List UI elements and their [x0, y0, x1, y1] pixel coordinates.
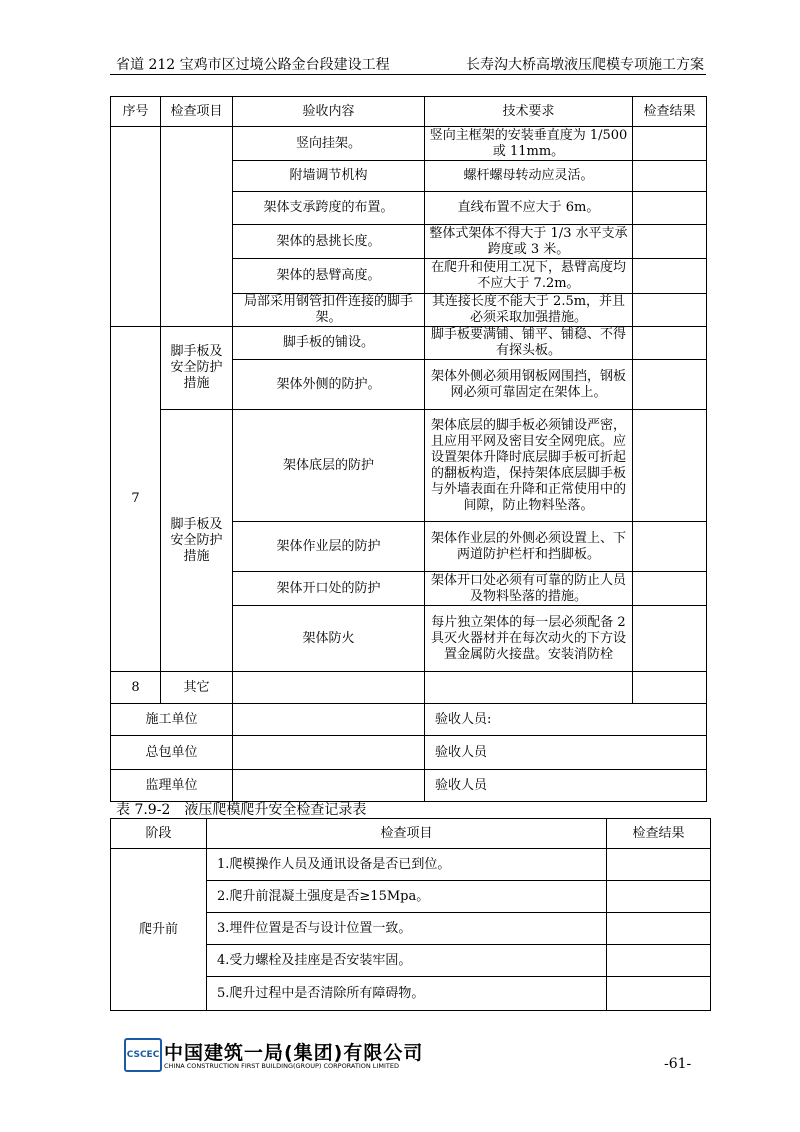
req-cell: 架体外侧必须用钢板网围挡，钢板网必须可靠固定在架体上。 — [425, 360, 633, 410]
col-header-content: 验收内容 — [233, 97, 425, 127]
check-item: 4.受力螺栓及挂座是否安装牢固。 — [207, 945, 607, 977]
req-cell — [425, 672, 633, 704]
col-header-item: 检查项目 — [161, 97, 233, 127]
result-cell — [633, 410, 707, 522]
table-row — [111, 849, 711, 881]
seq-cell: 7 — [111, 327, 161, 672]
sign-row — [111, 736, 707, 770]
result-cell — [607, 849, 711, 881]
table-row — [111, 672, 707, 704]
company-name-cn: 中国建筑一局(集团)有限公司 — [164, 1042, 424, 1064]
sign-unit: 总包单位 — [111, 736, 233, 770]
header-doc-title: 长寿沟大桥高墩液压爬模专项施工方案 — [466, 57, 704, 73]
item-cell: 其它 — [161, 672, 233, 704]
result-cell — [633, 225, 707, 259]
content-cell: 架体的悬臂高度。 — [233, 259, 425, 294]
content-cell: 架体防火 — [233, 606, 425, 672]
sign-blank — [233, 770, 425, 802]
item-cell-empty — [161, 127, 233, 327]
req-cell: 竖向主框架的安装垂直度为 1/500 或 11mm。 — [425, 127, 633, 161]
seq-cell: 8 — [111, 672, 161, 704]
result-cell — [633, 522, 707, 572]
result-cell — [607, 913, 711, 945]
content-cell: 架体的悬挑长度。 — [233, 225, 425, 259]
sign-row — [111, 704, 707, 736]
sign-unit: 施工单位 — [111, 704, 233, 736]
content-cell: 脚手板的铺设。 — [233, 327, 425, 360]
acceptance-table — [110, 96, 707, 802]
result-cell — [633, 294, 707, 327]
table-row — [111, 327, 707, 360]
table-header-row — [111, 819, 711, 849]
col-header-result: 检查结果 — [607, 819, 711, 849]
result-cell — [607, 945, 711, 977]
sign-person: 验收人员: — [425, 704, 707, 736]
req-cell: 整体式架体不得大于 1/3 水平支承跨度或 3 米。 — [425, 225, 633, 259]
req-cell: 架体开口处必须有可靠的防止人员及物料坠落的措施。 — [425, 572, 633, 606]
content-cell: 架体底层的防护 — [233, 410, 425, 522]
company-logo-icon: CSCEC — [124, 1038, 162, 1072]
sign-person: 验收人员 — [425, 736, 707, 770]
content-cell: 附墙调节机构 — [233, 161, 425, 192]
result-cell — [633, 672, 707, 704]
col-header-req: 技术要求 — [425, 97, 633, 127]
table-row — [111, 410, 707, 522]
sign-row — [111, 770, 707, 802]
req-cell: 螺杆螺母转动应灵活。 — [425, 161, 633, 192]
header-project-title: 省道 212 宝鸡市区过境公路金台段建设工程 — [116, 57, 390, 73]
req-cell: 架体底层的脚手板必须铺设严密，且应用平网及密目安全网兜底。应设置架体升降时底层脚手板可折起的翻板构造，保持架体底层脚手板与外墙表面在升降和正常使用中的间隙，防止物料坠落。 — [425, 410, 633, 522]
sign-blank — [233, 704, 425, 736]
req-cell: 在爬升和使用工况下，悬臂高度均不应大于 7.2m。 — [425, 259, 633, 294]
col-header-result: 检查结果 — [633, 97, 707, 127]
result-cell — [607, 977, 711, 1011]
result-cell — [633, 360, 707, 410]
page-number: -61- — [664, 1056, 692, 1072]
table-row — [111, 127, 707, 161]
content-cell: 架体作业层的防护 — [233, 522, 425, 572]
table-header-row — [111, 97, 707, 127]
col-header-item: 检查项目 — [207, 819, 607, 849]
stage-cell: 爬升前 — [111, 849, 207, 1011]
result-cell — [633, 192, 707, 225]
result-cell — [607, 881, 711, 913]
result-cell — [633, 127, 707, 161]
content-cell: 架体开口处的防护 — [233, 572, 425, 606]
req-cell: 其连接长度不能大于 2.5m，并且必须采取加强措施。 — [425, 294, 633, 327]
content-cell — [233, 672, 425, 704]
climb-safety-table — [110, 818, 711, 1011]
content-cell: 架体支承跨度的布置。 — [233, 192, 425, 225]
seq-cell-empty — [111, 127, 161, 327]
check-item: 5.爬升过程中是否清除所有障碍物。 — [207, 977, 607, 1011]
content-cell: 架体外侧的防护。 — [233, 360, 425, 410]
table-caption: 表 7.9-2 液压爬模爬升安全检查记录表 — [116, 802, 367, 818]
content-cell: 竖向挂架。 — [233, 127, 425, 161]
sign-person: 验收人员 — [425, 770, 707, 802]
item-cell: 脚手板及安全防护措施 — [161, 410, 233, 672]
result-cell — [633, 606, 707, 672]
req-cell: 直线布置不应大于 6m。 — [425, 192, 633, 225]
check-item: 1.爬模操作人员及通讯设备是否已到位。 — [207, 849, 607, 881]
sign-blank — [233, 736, 425, 770]
check-item: 2.爬升前混凝土强度是否≥15Mpa。 — [207, 881, 607, 913]
result-cell — [633, 259, 707, 294]
sign-unit: 监理单位 — [111, 770, 233, 802]
req-cell: 每片独立架体的每一层必须配备 2 具灭火器材并在每次动火的下方设置金属防火接盘。安装消防栓 — [425, 606, 633, 672]
company-name-en: CHINA CONSTRUCTION FIRST BUILDING(GROUP) CORPORATION LIMITED — [164, 1062, 399, 1070]
content-cell: 局部采用钢管扣件连接的脚手架。 — [233, 294, 425, 327]
check-item: 3.埋件位置是否与设计位置一致。 — [207, 913, 607, 945]
col-header-seq: 序号 — [111, 97, 161, 127]
result-cell — [633, 572, 707, 606]
page-header — [110, 52, 706, 75]
result-cell — [633, 327, 707, 360]
col-header-stage: 阶段 — [111, 819, 207, 849]
result-cell — [633, 161, 707, 192]
req-cell: 脚手板要满铺、铺平、铺稳、不得有探头板。 — [425, 327, 633, 360]
req-cell: 架体作业层的外侧必须设置上、下两道防护栏杆和挡脚板。 — [425, 522, 633, 572]
item-cell: 脚手板及安全防护措施 — [161, 327, 233, 410]
